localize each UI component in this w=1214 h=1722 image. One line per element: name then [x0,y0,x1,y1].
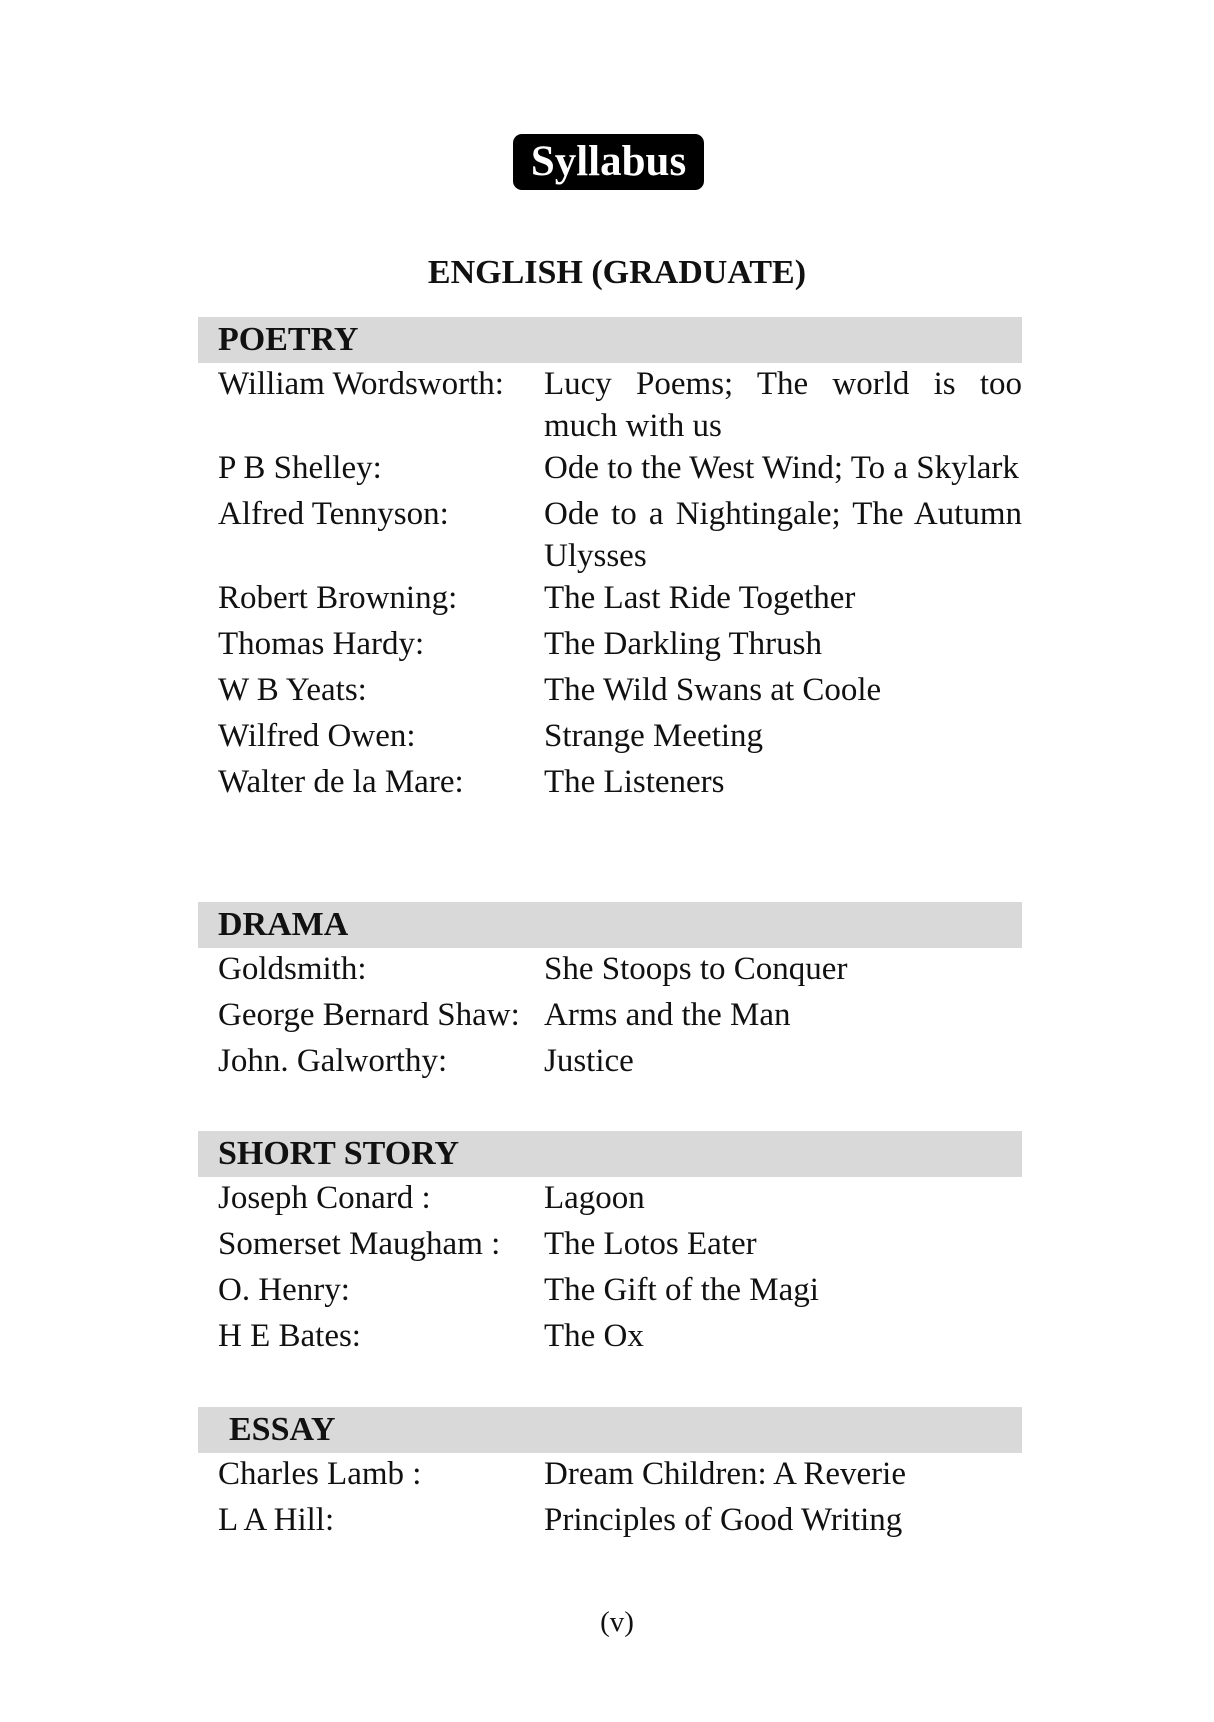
work-title: Ode to the West Wind; To a Skylark [544,450,1019,486]
author-name: George Bernard Shaw: [218,997,520,1033]
page-title: Syllabus [513,134,704,190]
list-item [198,994,1022,1040]
list-item [198,363,1022,447]
section-heading: SHORT STORY [198,1131,1022,1177]
work-title: The Listeners [544,764,725,800]
author-name: L A Hill: [218,1502,335,1538]
work-title: Dream Children: A Reverie [544,1456,906,1492]
author-name: Goldsmith: [218,951,367,987]
author-name: P B Shelley: [218,450,382,486]
work-title: The Last Ride Together [544,580,856,616]
work-title: Arms and the Man [544,997,791,1033]
author-name: Alfred Tennyson: [218,496,449,532]
work-title: The Gift of the Magi [544,1272,819,1308]
author-name: Joseph Conard : [218,1180,431,1216]
list-item [198,623,1022,669]
work-title: The Lotos Eater [544,1226,757,1262]
author-name: H E Bates: [218,1318,361,1354]
section-heading: POETRY [198,317,1022,363]
work-title: Justice [544,1043,634,1079]
work-title: She Stoops to Conquer [544,951,848,987]
section-short-story [198,1131,1022,1361]
author-name: William Wordsworth: [218,366,504,402]
author-name: Somerset Maugham : [218,1226,501,1262]
author-name: Thomas Hardy: [218,626,425,662]
list-item [198,1177,1022,1223]
list-item [198,493,1022,577]
author-name: Robert Browning: [218,580,458,616]
work-title: The Darkling Thrush [544,626,823,662]
work-title: Lucy Poems; The world is too much with us [544,366,1022,444]
list-item [198,1453,1022,1499]
author-name: Walter de la Mare: [218,764,464,800]
work-title: Principles of Good Writing [544,1502,903,1538]
list-item [198,948,1022,994]
section-drama [198,902,1022,1086]
page-number: (v) [600,1606,634,1638]
section-heading: DRAMA [198,902,1022,948]
author-name: W B Yeats: [218,672,367,708]
list-item [198,1499,1022,1545]
work-title: Strange Meeting [544,718,764,754]
author-name: O. Henry: [218,1272,350,1308]
list-item [198,1269,1022,1315]
course-subtitle: ENGLISH (GRADUATE) [427,254,807,291]
work-title: Lagoon [544,1180,645,1216]
author-name: John. Galworthy: [218,1043,448,1079]
list-item [198,577,1022,623]
work-title: The Ox [544,1318,644,1354]
work-title: Ode to a Nightingale; The Autumn Ulysses [544,496,1022,574]
work-title: The Wild Swans at Coole [544,672,882,708]
section-poetry [198,317,1022,807]
list-item [198,715,1022,761]
list-item [198,669,1022,715]
list-item [198,447,1022,493]
section-heading: ESSAY [198,1407,1022,1453]
author-name: Charles Lamb : [218,1456,422,1492]
section-essay [198,1407,1022,1545]
list-item [198,1223,1022,1269]
list-item [198,1315,1022,1361]
author-name: Wilfred Owen: [218,718,416,754]
list-item [198,1040,1022,1086]
list-item [198,761,1022,807]
